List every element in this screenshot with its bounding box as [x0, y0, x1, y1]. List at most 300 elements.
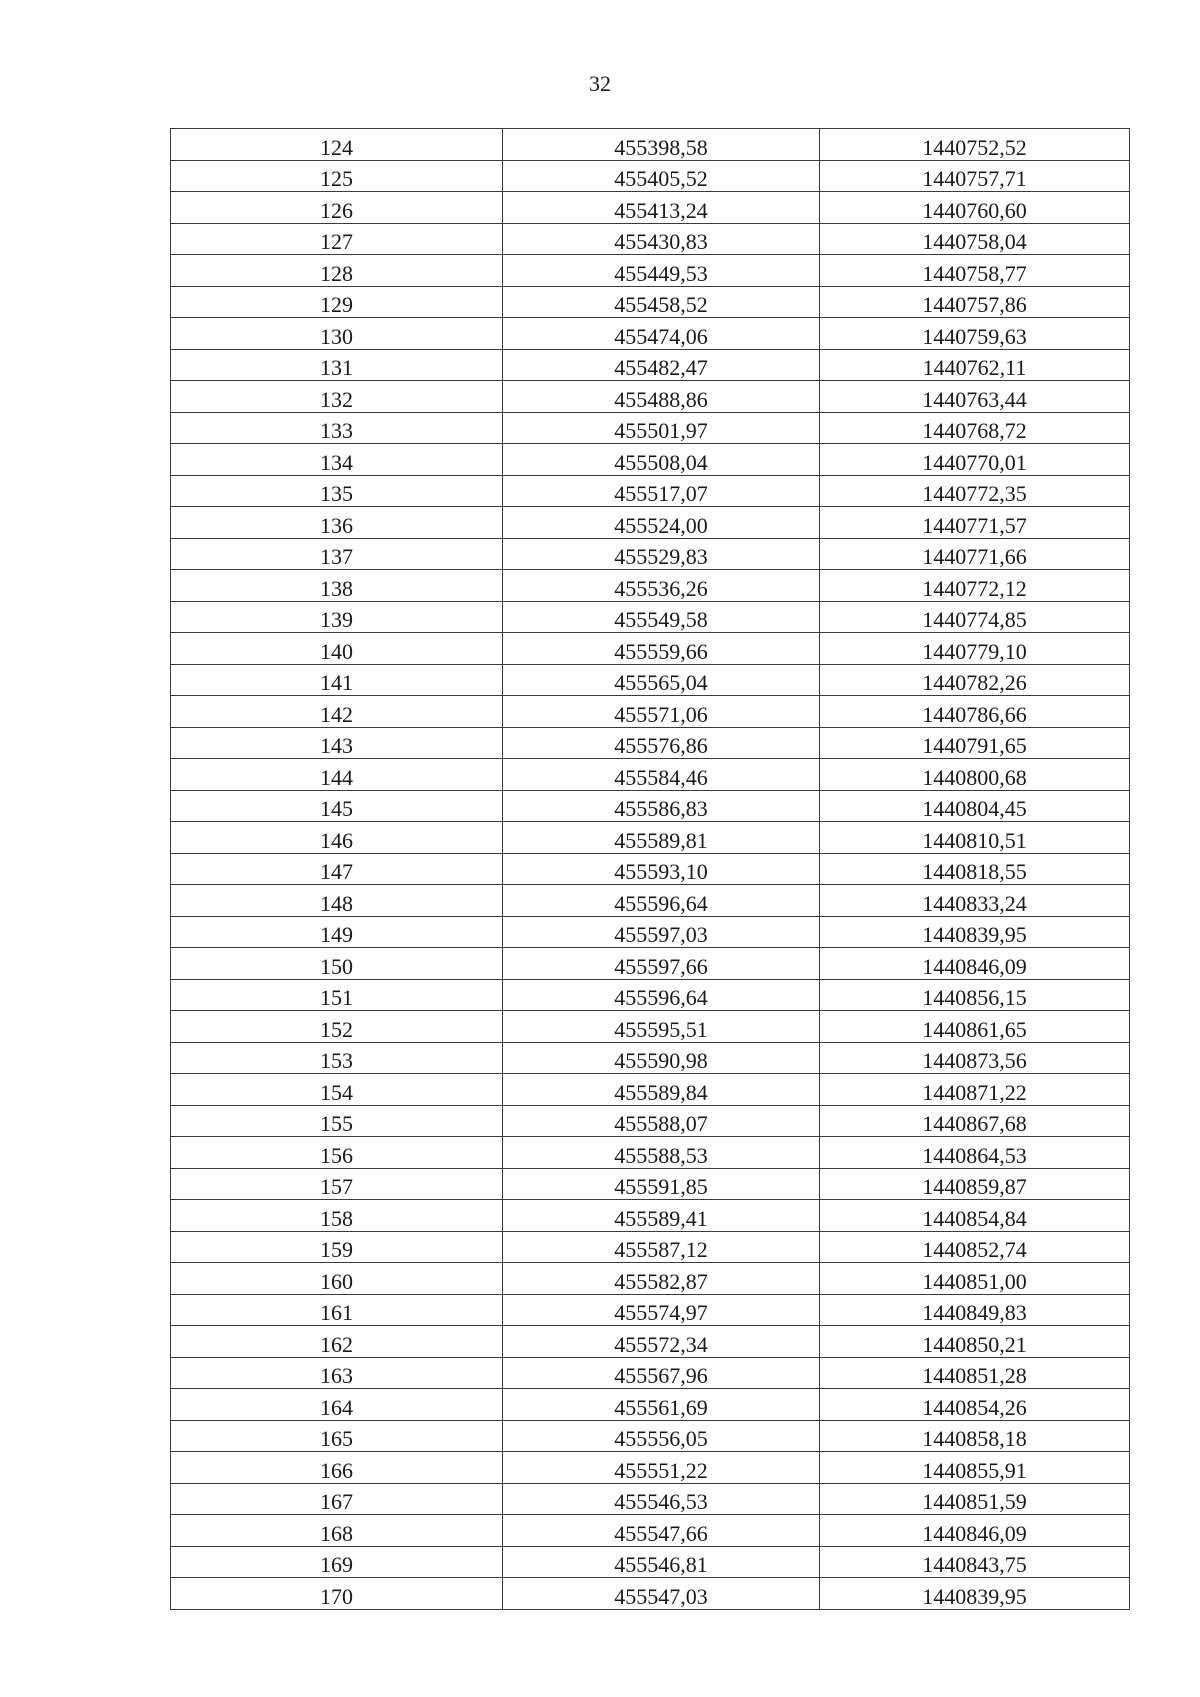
point-number-text: 151	[320, 985, 353, 1010]
x-coordinate-cell	[503, 381, 820, 413]
y-coordinate-cell	[820, 979, 1130, 1011]
point-number-cell	[171, 759, 503, 791]
y-coordinate-cell	[820, 570, 1130, 602]
y-coordinate-cell	[820, 1483, 1130, 1515]
x-coordinate-text: 455586,83	[614, 796, 708, 821]
point-number-cell	[171, 1326, 503, 1358]
y-coordinate-text: 1440759,63	[922, 323, 1027, 349]
x-coordinate-cell	[503, 349, 820, 381]
y-coordinate-text: 1440871,22	[922, 1079, 1027, 1105]
table-row	[171, 1452, 1130, 1484]
x-coordinate-cell	[503, 790, 820, 822]
x-coordinate-text: 455576,86	[614, 733, 708, 758]
point-number-cell	[171, 633, 503, 665]
x-coordinate-text: 455596,64	[614, 890, 708, 916]
point-number-cell	[171, 444, 503, 476]
table-row	[171, 696, 1130, 728]
x-coordinate-cell	[503, 1483, 820, 1515]
point-number-cell	[171, 570, 503, 602]
point-number-text: 149	[320, 922, 353, 947]
y-coordinate-text: 1440771,66	[922, 544, 1027, 569]
point-number-text: 165	[320, 1426, 353, 1451]
x-coordinate-text: 455458,52	[614, 292, 708, 317]
point-number-text: 164	[320, 1394, 353, 1420]
table-row	[171, 223, 1130, 255]
table-row	[171, 759, 1130, 791]
x-coordinate-cell	[503, 570, 820, 602]
x-coordinate-cell	[503, 444, 820, 476]
y-coordinate-text: 1440861,65	[922, 1016, 1027, 1042]
y-coordinate-cell	[820, 412, 1130, 444]
point-number-text: 166	[320, 1457, 353, 1483]
table-row	[171, 1200, 1130, 1232]
x-coordinate-text: 455508,04	[614, 449, 708, 475]
x-coordinate-cell	[503, 1011, 820, 1043]
point-number-cell	[171, 1200, 503, 1232]
y-coordinate-cell	[820, 1357, 1130, 1389]
point-number-text: 126	[320, 197, 353, 223]
x-coordinate-cell	[503, 507, 820, 539]
point-number-text: 128	[320, 260, 353, 286]
y-coordinate-text: 1440846,09	[922, 953, 1027, 979]
x-coordinate-cell	[503, 1420, 820, 1452]
x-coordinate-text: 455596,64	[614, 985, 708, 1010]
y-coordinate-cell	[820, 507, 1130, 539]
x-coordinate-cell	[503, 223, 820, 255]
y-coordinate-text: 1440791,65	[922, 733, 1027, 758]
y-coordinate-cell	[820, 286, 1130, 318]
y-coordinate-text: 1440770,01	[922, 449, 1027, 475]
x-coordinate-cell	[503, 1200, 820, 1232]
table-row	[171, 948, 1130, 980]
point-number-cell	[171, 129, 503, 161]
point-number-cell	[171, 507, 503, 539]
x-coordinate-text: 455572,34	[614, 1331, 708, 1357]
point-number-text: 137	[320, 544, 353, 569]
point-number-cell	[171, 1074, 503, 1106]
point-number-text: 155	[320, 1111, 353, 1136]
x-coordinate-text: 455529,83	[614, 544, 708, 569]
table-row	[171, 475, 1130, 507]
y-coordinate-text: 1440856,15	[922, 985, 1027, 1010]
point-number-text: 159	[320, 1237, 353, 1262]
y-coordinate-cell	[820, 1389, 1130, 1421]
point-number-text: 142	[320, 701, 353, 727]
table-row	[171, 1231, 1130, 1263]
table-row	[171, 129, 1130, 161]
table-row	[171, 790, 1130, 822]
point-number-cell	[171, 1042, 503, 1074]
x-coordinate-text: 455501,97	[614, 418, 708, 443]
point-number-cell	[171, 412, 503, 444]
point-number-cell	[171, 727, 503, 759]
point-number-text: 134	[320, 449, 353, 475]
coordinates-table	[170, 128, 1130, 1610]
x-coordinate-cell	[503, 318, 820, 350]
point-number-text: 170	[320, 1583, 353, 1609]
x-coordinate-cell	[503, 916, 820, 948]
point-number-text: 147	[320, 859, 353, 884]
point-number-text: 135	[320, 481, 353, 506]
x-coordinate-text: 455587,12	[614, 1237, 708, 1262]
point-number-text: 124	[320, 134, 353, 160]
point-number-cell	[171, 601, 503, 633]
point-number-cell	[171, 885, 503, 917]
y-coordinate-text: 1440800,68	[922, 764, 1027, 790]
point-number-cell	[171, 853, 503, 885]
y-coordinate-cell	[820, 1042, 1130, 1074]
y-coordinate-cell	[820, 822, 1130, 854]
y-coordinate-cell	[820, 1546, 1130, 1578]
y-coordinate-cell	[820, 1515, 1130, 1547]
x-coordinate-text: 455593,10	[614, 859, 708, 884]
x-coordinate-text: 455589,84	[614, 1079, 708, 1105]
point-number-text: 132	[320, 386, 353, 412]
point-number-text: 129	[320, 292, 353, 317]
x-coordinate-cell	[503, 1389, 820, 1421]
point-number-text: 150	[320, 953, 353, 979]
x-coordinate-cell	[503, 1578, 820, 1610]
table-row	[171, 1546, 1130, 1578]
y-coordinate-text: 1440757,86	[922, 292, 1027, 317]
table-row	[171, 1578, 1130, 1610]
point-number-cell	[171, 822, 503, 854]
point-number-text: 152	[320, 1016, 353, 1042]
point-number-cell	[171, 381, 503, 413]
point-number-cell	[171, 538, 503, 570]
table-row	[171, 1137, 1130, 1169]
point-number-text: 143	[320, 733, 353, 758]
y-coordinate-cell	[820, 1578, 1130, 1610]
y-coordinate-text: 1440852,74	[922, 1237, 1027, 1262]
y-coordinate-text: 1440833,24	[922, 890, 1027, 916]
x-coordinate-text: 455567,96	[614, 1363, 708, 1388]
point-number-cell	[171, 948, 503, 980]
x-coordinate-text: 455547,66	[614, 1520, 708, 1546]
y-coordinate-cell	[820, 601, 1130, 633]
x-coordinate-cell	[503, 727, 820, 759]
table-row	[171, 381, 1130, 413]
x-coordinate-text: 455549,58	[614, 607, 708, 632]
x-coordinate-cell	[503, 1042, 820, 1074]
point-number-cell	[171, 192, 503, 224]
x-coordinate-text: 455591,85	[614, 1174, 708, 1199]
x-coordinate-text: 455597,03	[614, 922, 708, 947]
y-coordinate-text: 1440772,12	[922, 575, 1027, 601]
table-row	[171, 1168, 1130, 1200]
y-coordinate-text: 1440752,52	[922, 134, 1027, 160]
x-coordinate-cell	[503, 979, 820, 1011]
x-coordinate-cell	[503, 1168, 820, 1200]
y-coordinate-cell	[820, 160, 1130, 192]
y-coordinate-text: 1440818,55	[922, 859, 1027, 884]
y-coordinate-cell	[820, 948, 1130, 980]
y-coordinate-text: 1440873,56	[922, 1048, 1027, 1073]
x-coordinate-text: 455588,07	[614, 1111, 708, 1136]
x-coordinate-cell	[503, 1137, 820, 1169]
y-coordinate-text: 1440843,75	[922, 1552, 1027, 1577]
x-coordinate-cell	[503, 1515, 820, 1547]
point-number-cell	[171, 1578, 503, 1610]
y-coordinate-cell	[820, 475, 1130, 507]
point-number-cell	[171, 475, 503, 507]
point-number-cell	[171, 1011, 503, 1043]
x-coordinate-text: 455536,26	[614, 575, 708, 601]
y-coordinate-text: 1440758,77	[922, 260, 1027, 286]
table-row	[171, 664, 1130, 696]
table-row	[171, 601, 1130, 633]
y-coordinate-text: 1440758,04	[922, 229, 1027, 254]
y-coordinate-cell	[820, 349, 1130, 381]
x-coordinate-cell	[503, 664, 820, 696]
y-coordinate-cell	[820, 633, 1130, 665]
x-coordinate-text: 455589,41	[614, 1205, 708, 1231]
y-coordinate-text: 1440855,91	[922, 1457, 1027, 1483]
y-coordinate-cell	[820, 1231, 1130, 1263]
table-row	[171, 349, 1130, 381]
y-coordinate-text: 1440762,11	[922, 355, 1027, 380]
table-row	[171, 1326, 1130, 1358]
y-coordinate-cell	[820, 916, 1130, 948]
table-row	[171, 538, 1130, 570]
y-coordinate-text: 1440763,44	[922, 386, 1027, 412]
y-coordinate-text: 1440851,00	[922, 1268, 1027, 1294]
y-coordinate-cell	[820, 759, 1130, 791]
x-coordinate-cell	[503, 696, 820, 728]
table-row	[171, 1357, 1130, 1389]
y-coordinate-cell	[820, 885, 1130, 917]
y-coordinate-text: 1440850,21	[922, 1331, 1027, 1357]
x-coordinate-cell	[503, 1294, 820, 1326]
y-coordinate-cell	[820, 255, 1130, 287]
page-number: 32	[589, 71, 611, 96]
x-coordinate-text: 455430,83	[614, 229, 708, 254]
table-row	[171, 444, 1130, 476]
point-number-text: 157	[320, 1174, 353, 1199]
y-coordinate-text: 1440849,83	[922, 1300, 1027, 1325]
point-number-text: 154	[320, 1079, 353, 1105]
x-coordinate-text: 455589,81	[614, 827, 708, 853]
table-row	[171, 318, 1130, 350]
x-coordinate-cell	[503, 853, 820, 885]
x-coordinate-cell	[503, 1263, 820, 1295]
y-coordinate-cell	[820, 1452, 1130, 1484]
x-coordinate-cell	[503, 129, 820, 161]
point-number-cell	[171, 664, 503, 696]
y-coordinate-cell	[820, 727, 1130, 759]
x-coordinate-text: 455565,04	[614, 670, 708, 695]
x-coordinate-cell	[503, 1452, 820, 1484]
point-number-text: 148	[320, 890, 353, 916]
point-number-text: 161	[320, 1300, 353, 1325]
coordinates-table-body	[171, 129, 1130, 1610]
y-coordinate-text: 1440851,59	[922, 1489, 1027, 1514]
point-number-text: 136	[320, 512, 353, 538]
y-coordinate-text: 1440760,60	[922, 197, 1027, 223]
x-coordinate-cell	[503, 160, 820, 192]
y-coordinate-cell	[820, 664, 1130, 696]
point-number-text: 158	[320, 1205, 353, 1231]
y-coordinate-text: 1440768,72	[922, 418, 1027, 443]
table-row	[171, 1294, 1130, 1326]
table-row	[171, 1105, 1130, 1137]
point-number-text: 133	[320, 418, 353, 443]
y-coordinate-cell	[820, 1326, 1130, 1358]
x-coordinate-text: 455405,52	[614, 166, 708, 191]
y-coordinate-text: 1440772,35	[922, 481, 1027, 506]
x-coordinate-cell	[503, 1105, 820, 1137]
y-coordinate-cell	[820, 790, 1130, 822]
point-number-cell	[171, 1483, 503, 1515]
x-coordinate-text: 455546,53	[614, 1489, 708, 1514]
x-coordinate-cell	[503, 538, 820, 570]
y-coordinate-text: 1440782,26	[922, 670, 1027, 695]
table-row	[171, 885, 1130, 917]
table-row	[171, 822, 1130, 854]
point-number-cell	[171, 1294, 503, 1326]
y-coordinate-cell	[820, 1294, 1130, 1326]
y-coordinate-text: 1440839,95	[922, 922, 1027, 947]
x-coordinate-cell	[503, 885, 820, 917]
table-row	[171, 160, 1130, 192]
point-number-text: 162	[320, 1331, 353, 1357]
table-row	[171, 1389, 1130, 1421]
x-coordinate-text: 455474,06	[614, 323, 708, 349]
x-coordinate-text: 455559,66	[614, 638, 708, 664]
point-number-text: 127	[320, 229, 353, 254]
point-number-cell	[171, 916, 503, 948]
point-number-cell	[171, 255, 503, 287]
y-coordinate-cell	[820, 444, 1130, 476]
y-coordinate-cell	[820, 1137, 1130, 1169]
y-coordinate-cell	[820, 1263, 1130, 1295]
x-coordinate-cell	[503, 1357, 820, 1389]
point-number-cell	[171, 1357, 503, 1389]
x-coordinate-cell	[503, 475, 820, 507]
y-coordinate-cell	[820, 381, 1130, 413]
y-coordinate-cell	[820, 696, 1130, 728]
y-coordinate-text: 1440846,09	[922, 1520, 1027, 1546]
x-coordinate-text: 455517,07	[614, 481, 708, 506]
x-coordinate-cell	[503, 1326, 820, 1358]
point-number-cell	[171, 286, 503, 318]
point-number-text: 138	[320, 575, 353, 601]
point-number-text: 169	[320, 1552, 353, 1577]
point-number-cell	[171, 696, 503, 728]
point-number-cell	[171, 1137, 503, 1169]
y-coordinate-cell	[820, 223, 1130, 255]
table-row	[171, 727, 1130, 759]
x-coordinate-cell	[503, 412, 820, 444]
y-coordinate-cell	[820, 1011, 1130, 1043]
x-coordinate-text: 455584,46	[614, 764, 708, 790]
y-coordinate-cell	[820, 853, 1130, 885]
point-number-cell	[171, 1168, 503, 1200]
x-coordinate-cell	[503, 1546, 820, 1578]
table-row	[171, 1420, 1130, 1452]
x-coordinate-text: 455590,98	[614, 1048, 708, 1073]
point-number-text: 139	[320, 607, 353, 632]
table-row	[171, 979, 1130, 1011]
y-coordinate-text: 1440774,85	[922, 607, 1027, 632]
point-number-cell	[171, 1105, 503, 1137]
table-row	[171, 1074, 1130, 1106]
x-coordinate-cell	[503, 286, 820, 318]
y-coordinate-text: 1440786,66	[922, 701, 1027, 727]
table-row	[171, 507, 1130, 539]
y-coordinate-text: 1440851,28	[922, 1363, 1027, 1388]
y-coordinate-text: 1440839,95	[922, 1583, 1027, 1609]
x-coordinate-cell	[503, 192, 820, 224]
x-coordinate-cell	[503, 255, 820, 287]
y-coordinate-cell	[820, 129, 1130, 161]
y-coordinate-text: 1440864,53	[922, 1142, 1027, 1168]
x-coordinate-text: 455561,69	[614, 1394, 708, 1420]
point-number-text: 146	[320, 827, 353, 853]
table-row	[171, 1011, 1130, 1043]
table-row	[171, 853, 1130, 885]
point-number-cell	[171, 790, 503, 822]
point-number-cell	[171, 979, 503, 1011]
point-number-cell	[171, 318, 503, 350]
table-row	[171, 633, 1130, 665]
x-coordinate-text: 455546,81	[614, 1552, 708, 1577]
table-row	[171, 1515, 1130, 1547]
x-coordinate-text: 455574,97	[614, 1300, 708, 1325]
y-coordinate-cell	[820, 1105, 1130, 1137]
point-number-text: 145	[320, 796, 353, 821]
y-coordinate-text: 1440779,10	[922, 638, 1027, 664]
point-number-cell	[171, 349, 503, 381]
y-coordinate-text: 1440804,45	[922, 796, 1027, 821]
x-coordinate-text: 455488,86	[614, 386, 708, 412]
point-number-text: 167	[320, 1489, 353, 1514]
table-row	[171, 1483, 1130, 1515]
x-coordinate-text: 455597,66	[614, 953, 708, 979]
point-number-text: 131	[320, 355, 353, 380]
x-coordinate-text: 455556,05	[614, 1426, 708, 1451]
x-coordinate-text: 455449,53	[614, 260, 708, 286]
x-coordinate-text: 455588,53	[614, 1142, 708, 1168]
y-coordinate-text: 1440859,87	[922, 1174, 1027, 1199]
y-coordinate-text: 1440854,84	[922, 1205, 1027, 1231]
y-coordinate-text: 1440810,51	[922, 827, 1027, 853]
y-coordinate-text: 1440867,68	[922, 1111, 1027, 1136]
x-coordinate-cell	[503, 633, 820, 665]
x-coordinate-text: 455398,58	[614, 134, 708, 160]
table-row	[171, 286, 1130, 318]
point-number-text: 144	[320, 764, 353, 790]
table-row	[171, 916, 1130, 948]
point-number-cell	[171, 1231, 503, 1263]
y-coordinate-cell	[820, 1420, 1130, 1452]
x-coordinate-text: 455413,24	[614, 197, 708, 223]
x-coordinate-text: 455524,00	[614, 512, 708, 538]
table-row	[171, 412, 1130, 444]
x-coordinate-cell	[503, 1074, 820, 1106]
x-coordinate-text: 455595,51	[614, 1016, 708, 1042]
point-number-cell	[171, 1389, 503, 1421]
point-number-text: 163	[320, 1363, 353, 1388]
y-coordinate-text: 1440757,71	[922, 166, 1027, 191]
x-coordinate-text: 455551,22	[614, 1457, 708, 1483]
point-number-cell	[171, 1263, 503, 1295]
y-coordinate-text: 1440858,18	[922, 1426, 1027, 1451]
x-coordinate-cell	[503, 759, 820, 791]
y-coordinate-cell	[820, 1168, 1130, 1200]
point-number-text: 125	[320, 166, 353, 191]
x-coordinate-text: 455547,03	[614, 1583, 708, 1609]
